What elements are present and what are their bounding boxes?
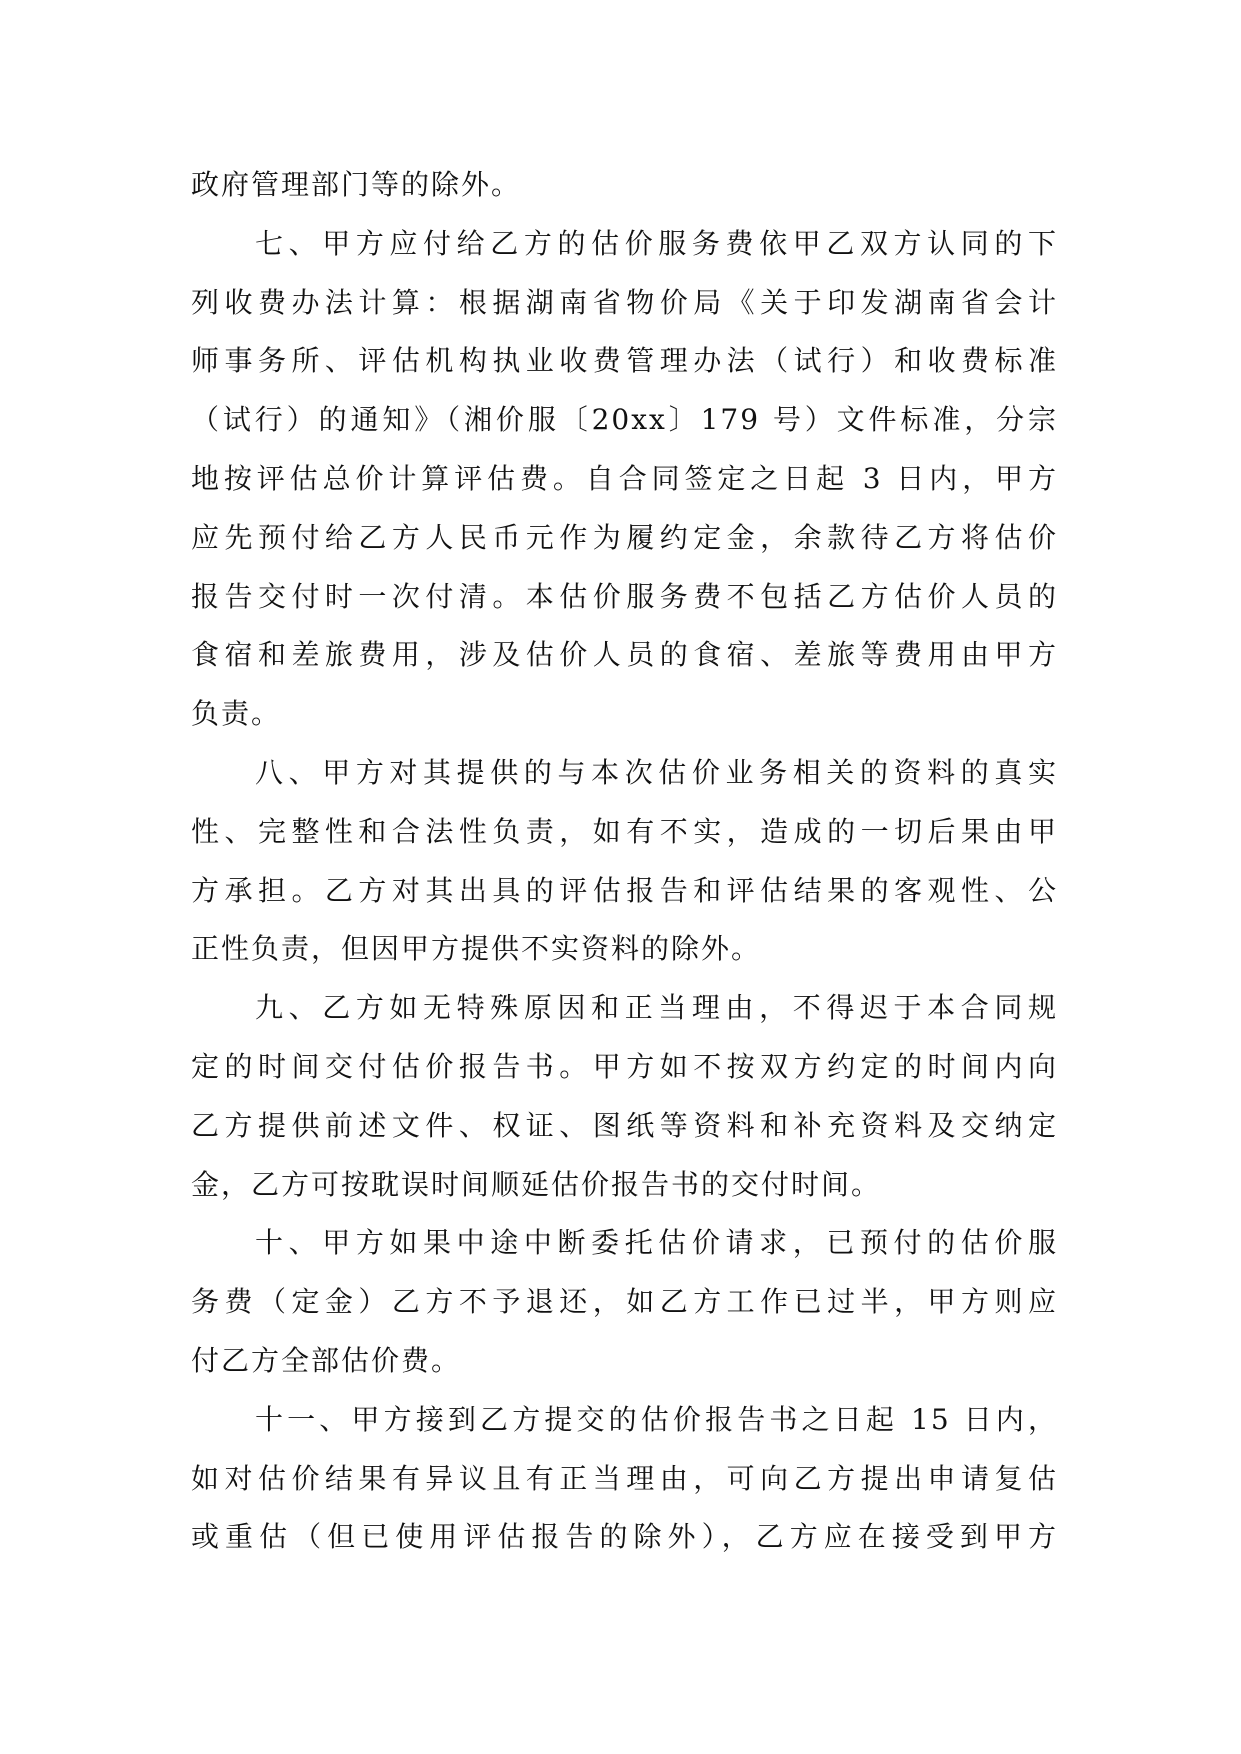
text-line: 列收费办法计算：根据湖南省物价局《关于印发湖南省会计 <box>191 285 1058 319</box>
text-line: 七、甲方应付给乙方的估价服务费依甲乙双方认同的下 <box>255 226 1058 260</box>
text-line: 十一、甲方接到乙方提交的估价报告书之日起 15 日内， <box>255 1402 1058 1436</box>
text-line: 乙方提供前述文件、权证、图纸等资料和补充资料及交纳定 <box>191 1108 1058 1142</box>
text-line: 十、甲方如果中途中断委托估价请求，已预付的估价服 <box>255 1226 1058 1260</box>
text-line: 性、完整性和合法性负责，如有不实，造成的一切后果由甲 <box>191 814 1058 848</box>
text-line: 或重估（但已使用评估报告的除外），乙方应在接受到甲方 <box>191 1520 1058 1554</box>
text-line: 方承担。乙方对其出具的评估报告和评估结果的客观性、公 <box>191 873 1058 907</box>
clause-11 <box>191 1391 1058 1567</box>
text-line: 如对估价结果有异议且有正当理由，可向乙方提出申请复估 <box>191 1461 1058 1495</box>
text-line: 付乙方全部估价费。 <box>191 1343 462 1377</box>
text-line: 九、乙方如无特殊原因和正当理由，不得迟于本合同规 <box>255 991 1058 1025</box>
text-line: 正性负责，但因甲方提供不实资料的除外。 <box>191 932 762 966</box>
clause-8 <box>191 744 1058 979</box>
clause-9 <box>191 979 1058 1214</box>
text-line: 金，乙方可按耽误时间顺延估价报告书的交付时间。 <box>191 1167 882 1201</box>
text-line: 报告交付时一次付清。本估价服务费不包括乙方估价人员的 <box>191 579 1058 613</box>
clause-10 <box>191 1214 1058 1390</box>
text-line: 师事务所、评估机构执业收费管理办法（试行）和收费标准 <box>191 344 1058 378</box>
text-line: 食宿和差旅费用，涉及估价人员的食宿、差旅等费用由甲方 <box>191 638 1058 672</box>
text-line: 应先预付给乙方人民币元作为履约定金，余款待乙方将估价 <box>191 520 1058 554</box>
document-body <box>191 156 1058 1567</box>
text-line: 地按评估总价计算评估费。自合同签定之日起 3 日内，甲方 <box>191 461 1058 495</box>
continued-paragraph <box>191 156 1058 215</box>
text-line: 务费（定金）乙方不予退还，如乙方工作已过半，甲方则应 <box>191 1285 1058 1319</box>
text-line: 政府管理部门等的除外。 <box>191 168 522 201</box>
text-line: 负责。 <box>191 697 282 731</box>
text-line: （试行）的通知》（湘价服〔20xx〕179 号）文件标准，分宗 <box>191 403 1058 437</box>
clause-7 <box>191 215 1058 744</box>
text-line: 定的时间交付估价报告书。甲方如不按双方约定的时间内向 <box>191 1049 1058 1083</box>
text-line: 八、甲方对其提供的与本次估价业务相关的资料的真实 <box>255 755 1058 789</box>
